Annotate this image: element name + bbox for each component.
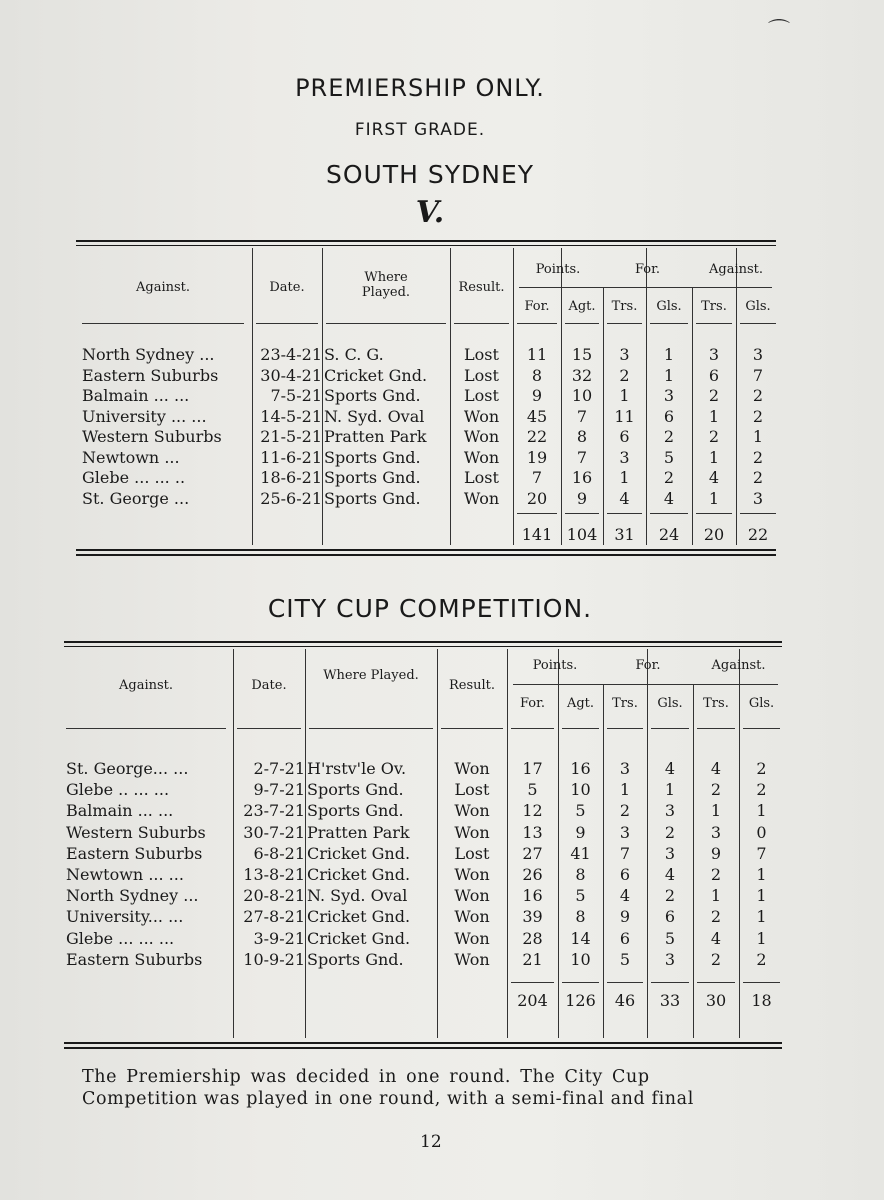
row-agls: 2	[756, 949, 767, 969]
row-for: 7	[531, 468, 543, 487]
row-agls: 2	[752, 447, 764, 467]
row-where-played: Pratten Park	[324, 427, 427, 446]
row-result: Lost	[454, 780, 490, 800]
row-date: 23-4-21	[260, 345, 322, 364]
row-for: 27	[522, 843, 543, 863]
row-atrs: 1	[710, 801, 722, 821]
row-gls: 3	[664, 949, 676, 969]
row-trs: 4	[619, 488, 630, 508]
row-agls: 2	[752, 406, 764, 426]
row-gls: 1	[663, 365, 675, 385]
row-result: Won	[454, 865, 490, 884]
row-result: Won	[463, 427, 500, 446]
row-date: 9-7-21	[253, 780, 305, 800]
totals-rule	[697, 982, 735, 983]
row-against: Glebe .. ... ...	[66, 780, 170, 800]
row-result: Won	[454, 949, 490, 969]
bottom-rule-inner	[64, 1047, 782, 1049]
row-agt: 10	[570, 780, 591, 800]
header-points: Points.	[535, 262, 581, 277]
row-gls: 5	[664, 928, 676, 948]
column-divider	[322, 248, 323, 545]
group-header-rule	[519, 287, 772, 288]
row-against: Western Suburbs	[66, 822, 206, 842]
total-agt: 104	[566, 525, 598, 544]
row-gls: 4	[664, 759, 676, 778]
row-against: University... ...	[66, 907, 184, 927]
row-for: 26	[522, 865, 543, 884]
row-trs: 9	[619, 907, 631, 927]
row-date: 20-8-21	[243, 886, 305, 906]
row-agt: 8	[575, 865, 586, 884]
row-for: 8	[531, 365, 543, 385]
row-agls: 1	[752, 427, 764, 446]
row-gls: 2	[663, 427, 675, 446]
header-underline	[650, 323, 688, 324]
header-atrs: Trs.	[701, 299, 727, 314]
grade-heading: FIRST GRADE.	[354, 120, 486, 140]
header-for-group: For.	[634, 262, 661, 277]
row-date: 23-7-21	[243, 801, 305, 821]
row-agls: 2	[756, 780, 767, 800]
row-result: Lost	[464, 365, 499, 385]
row-atrs: 2	[710, 865, 722, 884]
row-atrs: 2	[710, 780, 722, 800]
row-atrs: 4	[708, 468, 720, 487]
total-agt: 126	[565, 991, 596, 1010]
row-gls: 1	[663, 345, 675, 364]
row-against: St. George... ...	[66, 759, 189, 778]
column-divider	[305, 649, 306, 1038]
row-for: 5	[527, 780, 538, 800]
row-where-played: Sports Gnd.	[324, 488, 421, 508]
row-result: Lost	[464, 345, 499, 364]
row-trs: 6	[619, 928, 631, 948]
header-underline	[740, 323, 776, 324]
row-trs: 2	[619, 365, 630, 385]
row-gls: 3	[663, 386, 675, 405]
row-where-played: Sports Gnd.	[324, 447, 421, 467]
header-underline	[441, 728, 503, 729]
row-agls: 1	[756, 928, 767, 948]
row-agls: 1	[756, 865, 767, 884]
header-underline	[454, 323, 509, 324]
total-gls: 33	[659, 991, 681, 1010]
row-against: Glebe ... ... ...	[66, 928, 175, 948]
row-date: 30-4-21	[260, 365, 322, 385]
header-gls: Gls.	[656, 299, 682, 314]
row-gls: 2	[664, 822, 676, 842]
row-result: Won	[454, 822, 490, 842]
header-underline	[517, 323, 557, 324]
row-result: Lost	[454, 843, 490, 863]
totals-rule	[651, 982, 689, 983]
row-trs: 6	[619, 427, 630, 446]
row-agt: 32	[571, 365, 593, 385]
header-underline	[82, 323, 244, 324]
totals-rule	[511, 982, 554, 983]
top-rule-inner	[76, 245, 776, 246]
header-date: Date.	[251, 678, 287, 693]
row-result: Lost	[464, 468, 499, 487]
row-date: 27-8-21	[243, 907, 305, 927]
premiership-heading: PREMIERSHIP ONLY.	[295, 74, 545, 102]
header-underline	[309, 728, 433, 729]
row-agls: 3	[752, 345, 764, 364]
header-agls: Gls.	[745, 299, 771, 314]
city-cup-heading: CITY CUP COMPETITION.	[267, 594, 593, 623]
row-agls: 7	[752, 365, 764, 385]
group-header-rule	[513, 684, 778, 685]
row-agt: 5	[575, 801, 586, 821]
row-gls: 4	[663, 488, 675, 508]
header-agt: Agt.	[568, 299, 596, 314]
row-trs: 4	[619, 886, 631, 906]
header-against-group: Against.	[708, 262, 764, 277]
row-gls: 6	[664, 907, 676, 927]
total-atrs: 30	[705, 991, 727, 1010]
row-date: 13-8-21	[243, 865, 305, 884]
row-gls: 3	[664, 801, 676, 821]
header-underline	[607, 728, 643, 729]
row-trs: 11	[614, 406, 635, 426]
header-for: For.	[524, 299, 550, 314]
row-agt: 16	[571, 468, 593, 487]
row-trs: 1	[619, 386, 630, 405]
total-atrs: 20	[703, 525, 725, 544]
row-agt: 7	[576, 447, 588, 467]
row-for: 11	[526, 345, 548, 364]
row-atrs: 1	[708, 488, 720, 508]
team-heading: SOUTH SYDNEY	[325, 160, 535, 189]
header-trs: Trs.	[611, 299, 638, 314]
row-against: Newtown ...	[82, 447, 180, 467]
header-underline	[743, 728, 780, 729]
bottom-rule	[76, 549, 776, 551]
bottom-rule	[64, 1042, 782, 1044]
row-atrs: 1	[710, 886, 722, 906]
row-agt: 16	[570, 759, 591, 778]
row-date: 25-6-21	[260, 488, 322, 508]
row-date: 6-8-21	[253, 843, 305, 863]
row-agt: 41	[570, 843, 591, 863]
row-where-played: Sports Gnd.	[307, 801, 404, 821]
row-date: 14-5-21	[260, 406, 322, 426]
row-atrs: 2	[710, 949, 722, 969]
row-date: 21-5-21	[260, 427, 322, 446]
row-where-played: Cricket Gnd.	[307, 907, 411, 927]
header-for-group: For.	[635, 658, 661, 673]
row-atrs: 4	[710, 759, 722, 778]
row-trs: 5	[619, 949, 631, 969]
row-trs: 2	[619, 801, 631, 821]
corner-mark: ⌒	[768, 19, 791, 44]
row-gls: 2	[664, 886, 676, 906]
row-for: 21	[522, 949, 543, 969]
header-trs: Trs.	[612, 696, 638, 711]
row-date: 2-7-21	[253, 759, 305, 778]
header-underline	[565, 323, 599, 324]
row-result: Won	[454, 907, 490, 927]
header-underline	[562, 728, 599, 729]
row-result: Lost	[464, 386, 499, 405]
row-where-played: N. Syd. Oval	[324, 406, 425, 426]
row-date: 18-6-21	[260, 468, 322, 487]
row-atrs: 2	[708, 427, 720, 446]
row-agt: 10	[571, 386, 593, 405]
header-date: Date.	[269, 280, 305, 295]
row-against: St. George ...	[82, 488, 190, 508]
header-for: For.	[519, 696, 546, 711]
row-gls: 4	[664, 865, 676, 884]
row-gls: 3	[664, 843, 676, 863]
row-result: Won	[454, 759, 490, 778]
row-agt: 14	[570, 928, 591, 948]
row-date: 3-9-21	[253, 928, 305, 948]
header-agls: Gls.	[748, 696, 775, 711]
row-against: Eastern Suburbs	[82, 365, 219, 385]
row-where-played: Sports Gnd.	[307, 780, 404, 800]
row-where-played: Cricket Gnd.	[307, 843, 411, 863]
row-trs: 3	[619, 759, 631, 778]
footer-line-2: Competition was played in one round, with a semi-final and final	[82, 1089, 694, 1109]
row-agt: 5	[575, 886, 586, 906]
row-for: 16	[522, 886, 543, 906]
row-for: 9	[531, 386, 543, 405]
header-against: Against.	[135, 280, 191, 295]
row-date: 11-6-21	[260, 447, 322, 467]
row-where-played: Pratten Park	[307, 822, 410, 842]
row-for: 28	[522, 928, 543, 948]
row-agls: 1	[756, 801, 767, 821]
row-where-played: S. C. G.	[324, 345, 384, 364]
row-atrs: 9	[710, 843, 722, 863]
row-date: 7-5-21	[270, 386, 322, 405]
row-for: 17	[522, 759, 543, 778]
footer-line-1: The Premiership was decided in one round. The City Cup	[82, 1067, 650, 1087]
row-against: University ... ...	[82, 406, 207, 426]
versus-heading: V.	[415, 195, 445, 230]
header-atrs: Trs.	[703, 696, 729, 711]
row-atrs: 4	[710, 928, 722, 948]
row-atrs: 3	[708, 345, 720, 364]
totals-rule	[607, 982, 643, 983]
row-where-played: H'rstv'le Ov.	[307, 759, 407, 778]
row-against: Eastern Suburbs	[66, 949, 203, 969]
header-points: Points.	[532, 658, 578, 673]
row-atrs: 2	[710, 907, 722, 927]
totals-rule	[562, 982, 599, 983]
row-result: Won	[454, 801, 490, 821]
total-trs: 31	[614, 525, 635, 544]
row-trs: 3	[619, 822, 631, 842]
totals-rule	[650, 513, 688, 514]
row-gls: 1	[664, 780, 676, 800]
row-for: 22	[526, 427, 548, 446]
row-agt: 10	[570, 949, 591, 969]
row-result: Won	[463, 488, 500, 508]
row-gls: 5	[663, 447, 675, 467]
row-gls: 2	[663, 468, 675, 487]
header-underline	[697, 728, 735, 729]
header-where-played: Where Played.	[323, 668, 419, 683]
total-for: 141	[521, 525, 553, 544]
row-date: 10-9-21	[243, 949, 305, 969]
header-gls: Gls.	[657, 696, 683, 711]
row-atrs: 3	[710, 822, 722, 842]
row-trs: 1	[619, 780, 631, 800]
row-result: Won	[463, 447, 500, 467]
totals-rule	[743, 982, 780, 983]
header-underline	[607, 323, 642, 324]
row-agt: 7	[576, 406, 588, 426]
totals-rule	[740, 513, 776, 514]
total-gls: 24	[658, 525, 680, 544]
row-trs: 6	[619, 865, 631, 884]
row-agt: 8	[576, 427, 588, 446]
row-agt: 9	[576, 488, 588, 508]
header-underline	[651, 728, 689, 729]
row-agls: 1	[756, 907, 767, 927]
row-gls: 6	[663, 406, 675, 426]
row-against: Eastern Suburbs	[66, 843, 203, 863]
total-agls: 18	[751, 991, 772, 1010]
row-for: 12	[522, 801, 543, 821]
row-against: Newtown ... ...	[66, 865, 184, 884]
top-rule	[64, 641, 782, 643]
row-agls: 3	[752, 488, 764, 508]
row-trs: 1	[619, 468, 630, 487]
row-for: 19	[526, 447, 548, 467]
header-underline	[511, 728, 554, 729]
footer-note	[82, 1066, 802, 1110]
bottom-rule-inner	[76, 554, 776, 556]
header-against: Against.	[118, 678, 174, 693]
row-for: 45	[526, 406, 548, 426]
totals-rule	[517, 513, 557, 514]
row-against: North Sydney ...	[66, 886, 199, 906]
row-atrs: 6	[708, 365, 720, 385]
header-against-group: Against.	[711, 658, 766, 673]
totals-rule	[607, 513, 642, 514]
row-agls: 1	[756, 886, 767, 906]
row-for: 20	[526, 488, 548, 508]
header-underline	[326, 323, 446, 324]
row-where-played: Sports Gnd.	[324, 468, 421, 487]
page-number: 12	[420, 1132, 442, 1152]
row-result: Won	[454, 886, 490, 906]
header-underline	[696, 323, 732, 324]
row-agt: 9	[575, 822, 586, 842]
row-where-played: Cricket Gnd.	[307, 865, 411, 884]
row-date: 30-7-21	[243, 822, 305, 842]
row-atrs: 1	[708, 406, 720, 426]
row-agls: 2	[756, 759, 767, 778]
row-agls: 2	[752, 468, 764, 487]
total-for: 204	[517, 991, 548, 1010]
row-atrs: 2	[708, 386, 720, 405]
row-agt: 15	[571, 345, 593, 364]
row-agls: 2	[752, 386, 764, 405]
total-trs: 46	[614, 991, 636, 1010]
row-for: 13	[522, 822, 543, 842]
header-result: Result.	[458, 280, 505, 295]
row-for: 39	[522, 907, 543, 927]
row-against: North Sydney ...	[82, 345, 215, 364]
header-underline	[66, 728, 226, 729]
row-atrs: 1	[708, 447, 720, 467]
row-where-played: Sports Gnd.	[307, 949, 404, 969]
row-where-played: Cricket Gnd.	[307, 928, 411, 948]
header-underline	[256, 323, 318, 324]
header-where-played: Where Played.	[361, 270, 411, 300]
totals-rule	[565, 513, 599, 514]
header-result: Result.	[448, 678, 496, 693]
row-agt: 8	[575, 907, 586, 927]
row-trs: 3	[619, 345, 630, 364]
row-where-played: Cricket Gnd.	[324, 365, 428, 385]
row-result: Won	[463, 406, 500, 426]
row-where-played: N. Syd. Oval	[307, 886, 408, 906]
row-agls: 0	[756, 822, 767, 842]
row-against: Glebe ... ... ..	[82, 468, 186, 487]
top-rule	[76, 240, 776, 242]
row-where-played: Sports Gnd.	[324, 386, 421, 405]
row-against: Western Suburbs	[82, 427, 222, 446]
header-underline	[237, 728, 301, 729]
row-against: Balmain ... ...	[66, 801, 174, 821]
row-agls: 7	[756, 843, 767, 863]
row-trs: 7	[619, 843, 631, 863]
row-trs: 3	[619, 447, 630, 467]
totals-rule	[696, 513, 732, 514]
row-result: Won	[454, 928, 490, 948]
row-against: Balmain ... ...	[82, 386, 190, 405]
total-agls: 22	[747, 525, 769, 544]
header-agt: Agt.	[566, 696, 595, 711]
top-rule-inner	[64, 646, 782, 647]
